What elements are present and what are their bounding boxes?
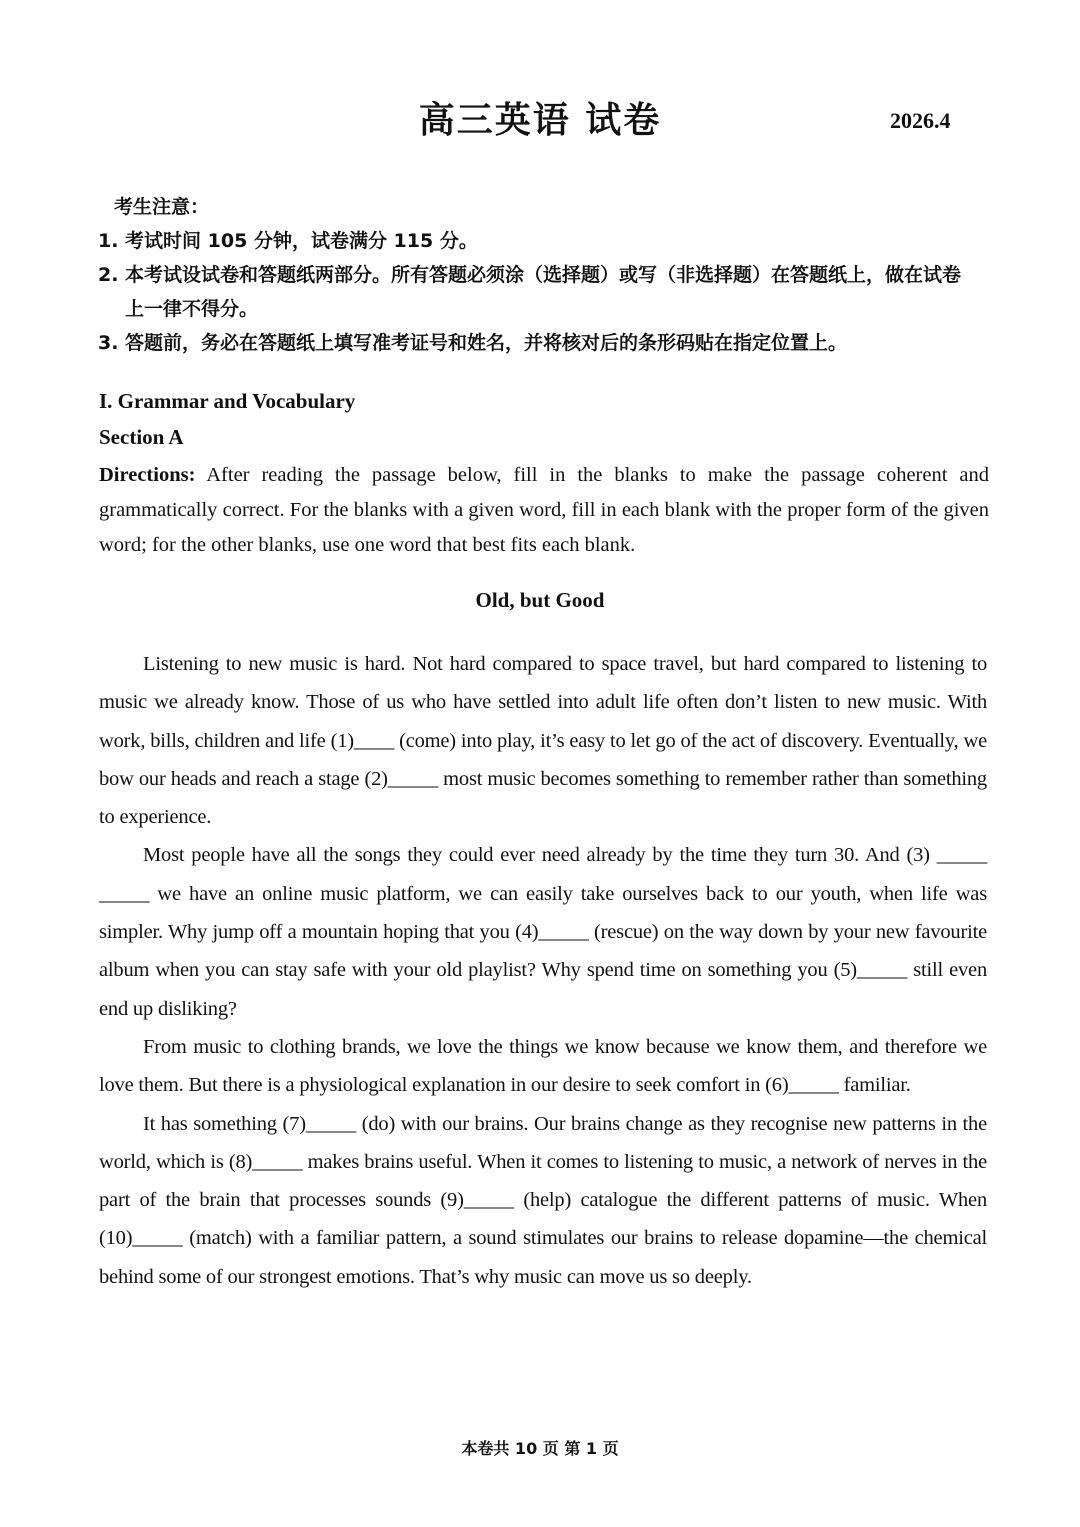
passage-body — [99, 645, 987, 1296]
part-heading: I. Grammar and Vocabulary — [99, 389, 356, 413]
directions-text: After reading the passage below, fill in the blanks to make the passage coherent and grammatically correct. For the blanks with a given word, fill in each blank with the proper form of the given word; for the other blanks, use one word that best fits each blank. — [99, 464, 989, 556]
passage-paragraph: From music to clothing brands, we love the things we know because we know them, and therefore we love them. But there is a physiological explanation in our desire to seek comfort in (6)_____ familiar. — [99, 1035, 987, 1097]
passage-paragraph: It has something (7)_____ (do) with our brains. Our brains change as they recognise new patterns in the world, which is (8)_____ makes brains useful. When it comes to listening to music, a network of nerves in the part of the brain that processes sounds (9)_____ (help) catalogue the different patterns of music. When (10)_____ (match) with a familiar pattern, a sound stimulates our brains to release dopamine—the chemical behind some of our strongest emotions. That’s why music can move us so deeply. — [99, 1112, 987, 1288]
page-footer: 本卷共 10 页 第 1 页 — [461, 1439, 619, 1458]
notice-item: 1. 考试时间 105 分钟，试卷满分 115 分。 — [98, 230, 478, 252]
candidate-notice — [98, 190, 978, 360]
notice-heading: 考生注意： — [114, 196, 210, 218]
passage-paragraph: Listening to new music is hard. Not hard compared to space travel, but hard compared to listening to music we already know. Those of us who have settled into adult life often don’t listen to new music. With work, bills, children and life (1)____ (come) into play, it’s easy to let go of the act of discovery. Eventually, we bow our heads and reach a stage (2)_____ most music becomes something to remember rather than something to experience. — [99, 653, 987, 829]
passage-title: Old, but Good — [475, 588, 605, 612]
exam-title: 高三英语 试卷 — [418, 100, 662, 141]
exam-date: 2026.4 — [890, 108, 951, 133]
notice-item: 2. 本考试设试卷和答题纸两部分。所有答题必须涂（选择题）或写（非选择题）在答题纸上，做在试卷上一律不得分。 — [98, 264, 962, 320]
directions — [99, 458, 989, 563]
directions-label: Directions: — [99, 464, 196, 486]
section-heading: Section A — [99, 425, 184, 449]
notice-item: 3. 答题前，务必在答题纸上填写准考证号和姓名，并将核对后的条形码贴在指定位置上。 — [98, 332, 848, 354]
passage-paragraph: Most people have all the songs they could ever need already by the time they turn 30. And (3) _____ _____ we have an online music platform, we can easily take ourselves back to our youth, when life was simpler. Why jump off a mountain hoping that you (4)_____ (rescue) on the way down by your new favourite album when you can stay safe with your old playlist? Why spend time on something you (5)_____ still even end up disliking? — [99, 844, 987, 1020]
